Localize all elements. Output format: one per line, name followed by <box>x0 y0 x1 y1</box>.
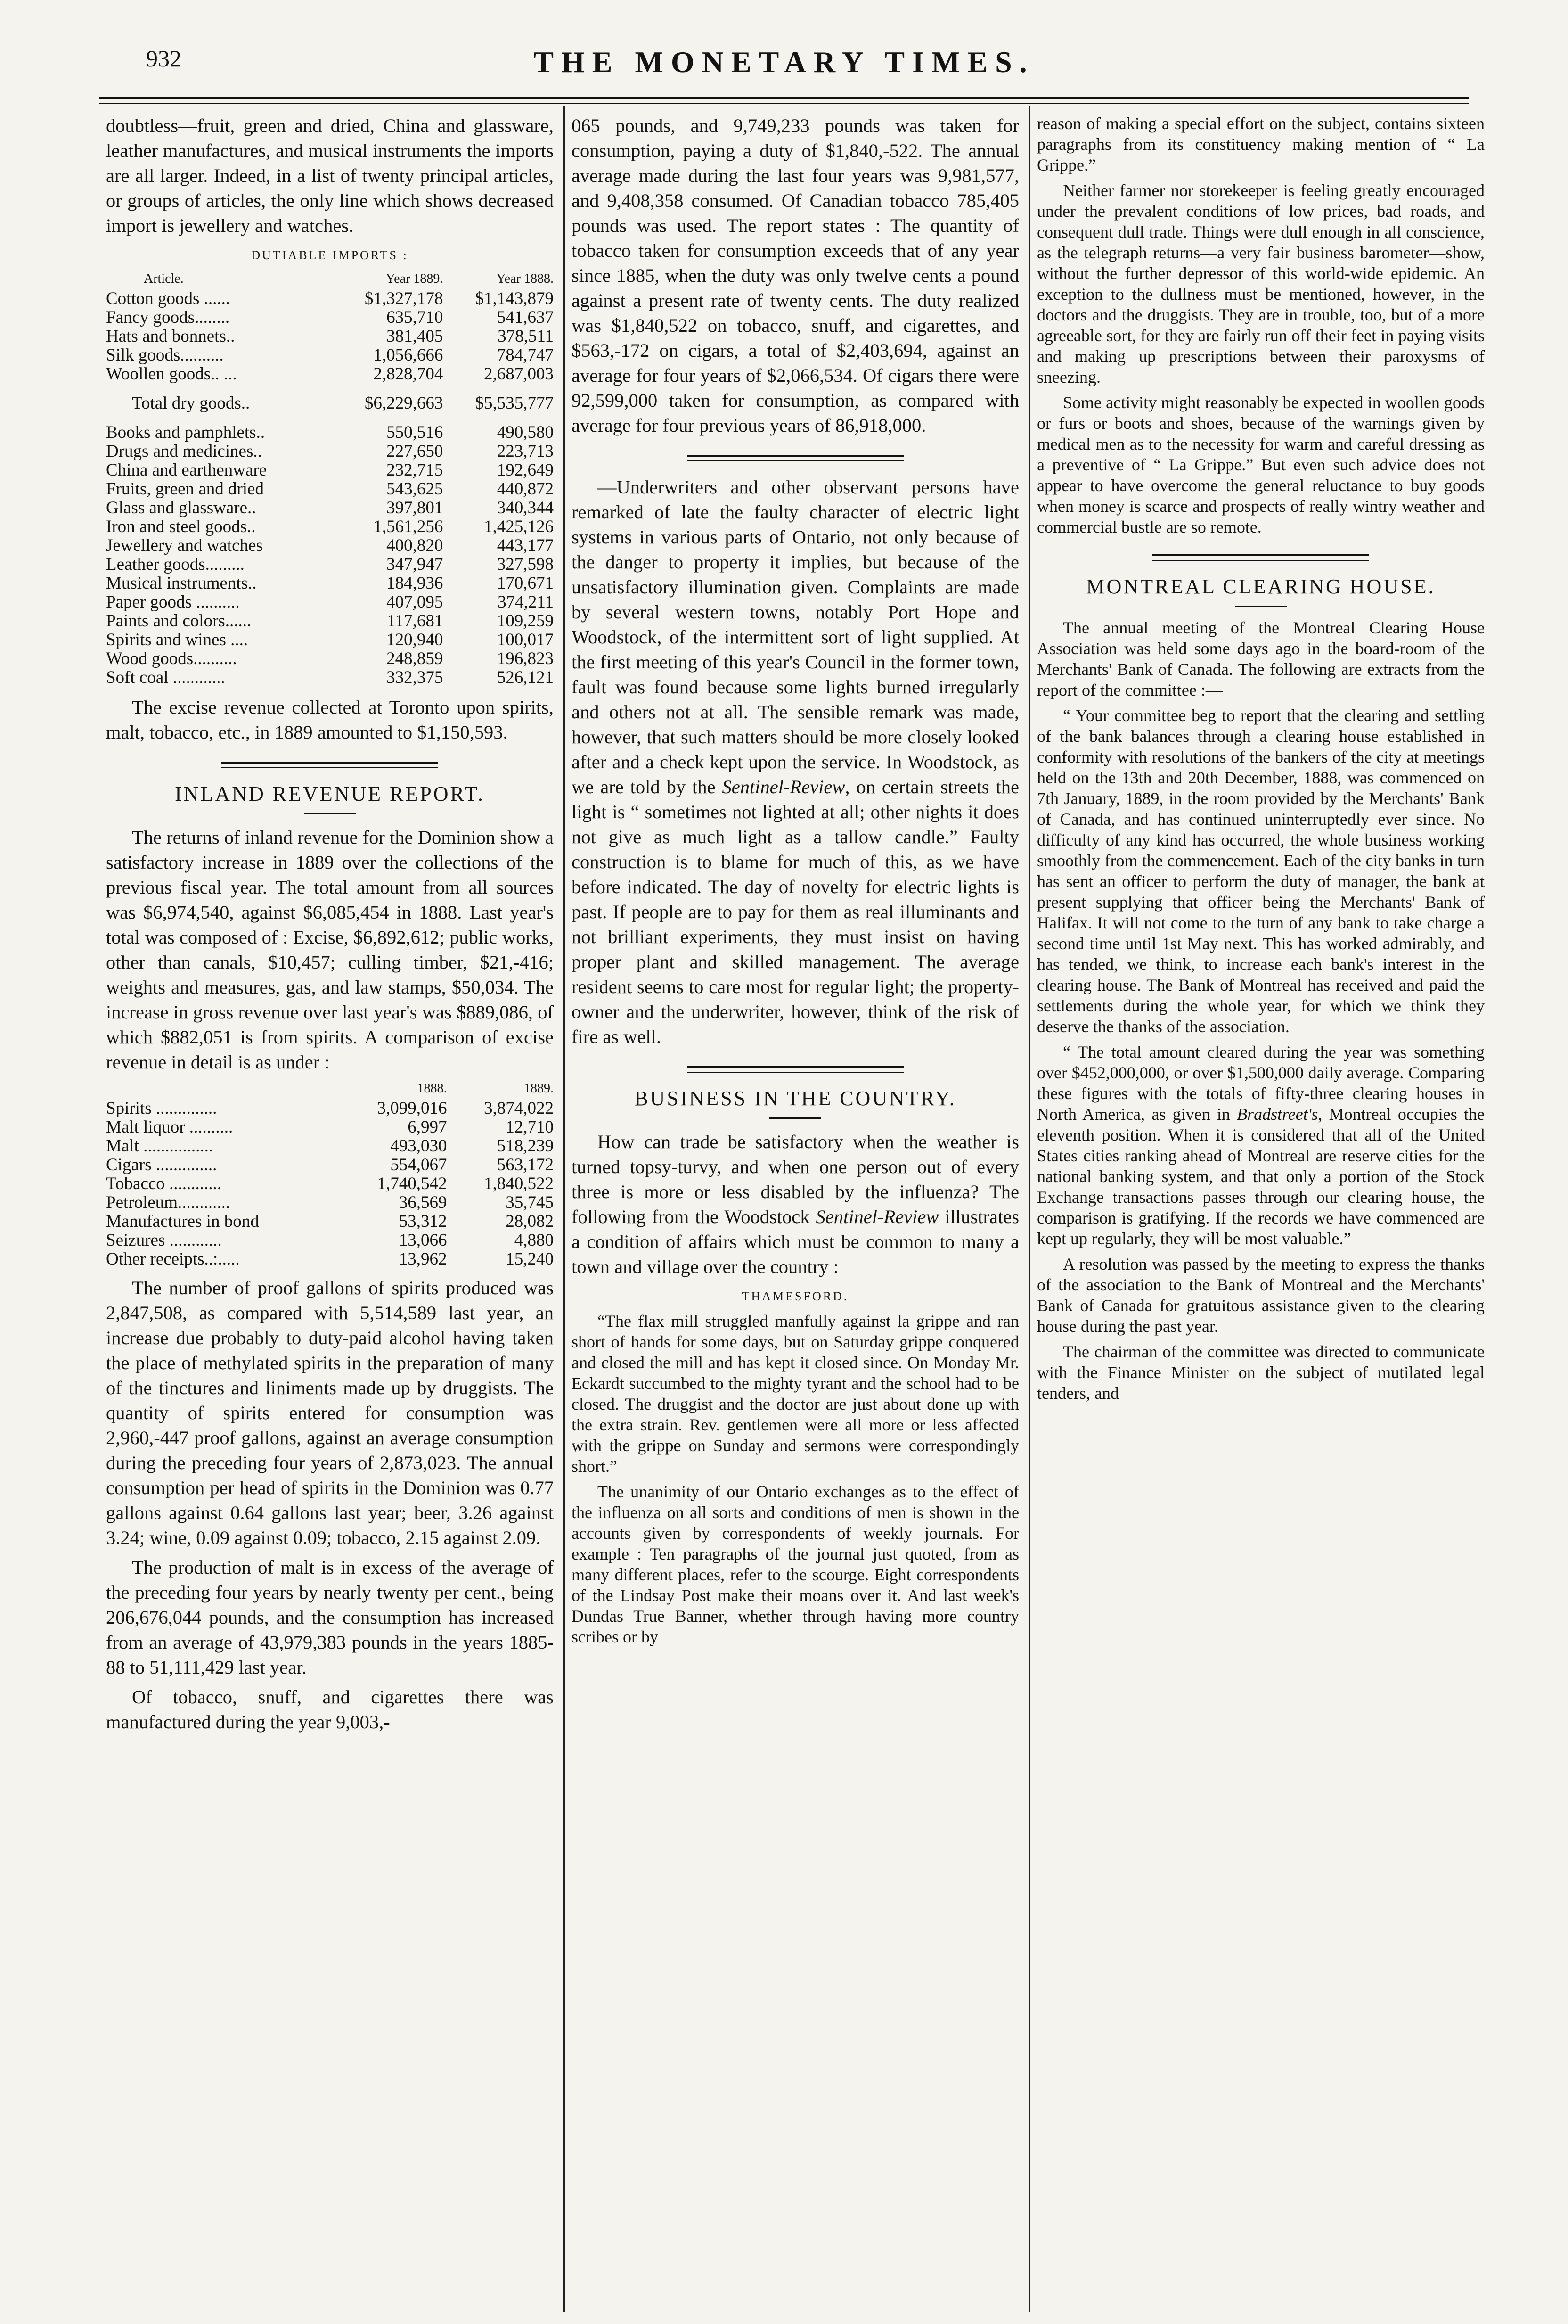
header-rule <box>99 97 1469 99</box>
row-value-1889: 1,056,666 <box>373 345 443 365</box>
column-1 <box>106 113 554 1739</box>
row-value-1888: 374,211 <box>498 592 554 612</box>
table-row <box>106 423 554 442</box>
masthead: THE MONETARY TIMES. <box>533 45 1035 79</box>
row-value-1888: 223,713 <box>497 442 554 461</box>
heading-rule <box>769 1117 821 1119</box>
row-label: China and earthenware <box>106 460 267 480</box>
row-value-1888: 13,962 <box>399 1249 447 1269</box>
column-3 <box>1037 113 1485 1408</box>
table-row <box>106 346 554 365</box>
column-divider <box>1029 106 1030 2312</box>
section-separator <box>221 762 438 768</box>
row-value-1889: 35,745 <box>506 1193 554 1212</box>
table-row <box>106 631 554 649</box>
heading-rule <box>1235 606 1287 607</box>
column-divider <box>564 106 565 2312</box>
row-value-1889: 15,240 <box>506 1249 554 1269</box>
row-value-1889: 347,947 <box>386 555 443 574</box>
row-value-1888: 1,740,542 <box>377 1174 447 1193</box>
row-label: Total dry goods.. <box>132 394 250 413</box>
table-row <box>106 1137 554 1156</box>
table-row <box>106 1231 554 1250</box>
table-row <box>106 308 554 327</box>
table-row <box>106 1118 554 1137</box>
row-value-1889: 227,650 <box>386 442 443 461</box>
row-label: Seizures ............ <box>106 1231 222 1250</box>
paragraph: reason of making a special effort on the subject, contains sixteen paragraphs from its constituency making mention of “ La Grippe.” <box>1037 114 1485 174</box>
row-value-1889: 635,710 <box>386 308 443 327</box>
paragraph: How can trade be satisfactory when the weather is turned topsy-turvy, and when one person out of every three is more or less disabled by the influenza? The following from the Woodstock Sentinel-Review illustrates a condition of affairs which must be common to many a town and village over the country : <box>572 1131 1019 1277</box>
row-label: Petroleum............ <box>106 1193 230 1212</box>
column-2 <box>572 113 1019 1652</box>
row-label: Leather goods......... <box>106 555 245 574</box>
row-label: Iron and steel goods.. <box>106 517 256 536</box>
row-value-1889: 2,828,704 <box>373 364 443 384</box>
publication-name: Sentinel-Review <box>722 776 845 797</box>
paragraph: The chairman of the committee was directed to communicate with the Finance Minister on the subject of mutilated legal tenders, and <box>1037 1342 1485 1403</box>
quoted-paragraph: “ The total amount cleared during the year was something over $452,000,000, or over $1,500,000 daily average. Comparing these figures with the totals of fifty-three clearing houses in North America, as given in Bradstreet's, Montreal occupies the eleventh position. When it is considered that all of the United States cities ranking ahead of Montreal are reserve cities for the national banking system, and that only a portion of the Stock Exchange transactions passes through our clearing house, the comparison is gratifying. If the records we have commenced are kept up regularly, they will be most valuable.” <box>1037 1043 1485 1248</box>
paragraph: The production of malt is in excess of the average of the preceding four years by nearly twenty per cent., being 206,676,044 pounds, and the consumption has increased from an average of 43,979,383 pounds in the years 1885-88 to 51,111,429 last year. <box>106 1557 554 1678</box>
row-value-1888: 490,580 <box>497 423 554 442</box>
table-row <box>106 327 554 346</box>
row-value-1889: 550,516 <box>386 423 443 442</box>
table-row-total <box>106 394 554 413</box>
row-label: Drugs and medicines.. <box>106 442 262 461</box>
row-value-1889: 12,710 <box>506 1117 554 1137</box>
row-label: Woollen goods.. ... <box>106 364 237 384</box>
row-value-1888: 493,030 <box>390 1136 447 1156</box>
row-value-1888: 541,637 <box>497 308 554 327</box>
row-value-1889: 400,820 <box>386 536 443 555</box>
table-row <box>106 536 554 555</box>
row-value-1889: 1,840,522 <box>484 1174 554 1193</box>
paragraph: doubtless—fruit, green and dried, China and glassware, leather manufactures, and musical instruments the imports are all larger. Indeed, in a list of twenty principal articles, or groups of articles, the only line which shows decreased import is jewellery and watches. <box>106 115 554 236</box>
row-value-1888: 784,747 <box>497 345 554 365</box>
row-value-1888: 196,823 <box>497 649 554 668</box>
row-label: Fruits, green and dried <box>106 479 264 499</box>
row-label: Silk goods.......... <box>106 345 224 365</box>
row-value-1888: 100,017 <box>497 630 554 649</box>
row-label: Glass and glassware.. <box>106 498 256 517</box>
row-value-1888: 53,312 <box>399 1212 447 1231</box>
heading-business-country: BUSINESS IN THE COUNTRY. <box>634 1087 956 1110</box>
row-value-1889: $1,327,178 <box>364 289 443 308</box>
dateline: THAMESFORD. <box>742 1289 849 1303</box>
heading-inland-revenue: INLAND REVENUE REPORT. <box>175 782 485 805</box>
paragraph: Some activity might reasonably be expected in woollen goods or furs or boots and shoes, because of the warnings given by medical men as to the necessity for warm and careful dressing as a preventive of “ La Grippe.” But even such advice does not appear to have overcome the general reluctance to buy goods when money is scarce and prospects of really wintry weather and commercial bustle are so remote. <box>1037 393 1485 536</box>
heading-montreal-clearing: MONTREAL CLEARING HOUSE. <box>1086 575 1436 598</box>
excise-revenue-table <box>106 1079 554 1269</box>
row-label: Fancy goods........ <box>106 308 230 327</box>
quoted-paragraph: “ Your committee beg to report that the clearing and settling of the bank balances through a clearing house established in conformity with resolutions of the bankers of the city at meetings held on the 13th and 20th December, 1888, was commenced on 7th January, 1889, in the room provided by the Merchants' Bank of Canada, and has continued uninterruptedly ever since. No difficulty of any kind has occurred, the whole business working smoothly from the commencement. Each of the city banks in turn has sent an officer to perform the duty of manager, the bank at present supplying that officer being the Merchants' Bank of Halifax. It will not come to the turn of any bank to take charge a second time until 1st May next. This has worked admirably, and has tended, we think, to increase each bank's interest in the clearing house. The Bank of Montreal has received and paid the settlements during the whole year, for which we think they deserve the thanks of the association. <box>1037 706 1485 1036</box>
row-label: Cigars .............. <box>106 1155 217 1174</box>
table-row <box>106 1099 554 1118</box>
row-value-1888: 378,511 <box>498 327 554 346</box>
heading-rule <box>304 813 356 814</box>
section-separator <box>687 1066 904 1073</box>
row-label: Cotton goods ...... <box>106 289 230 308</box>
paragraph: The annual meeting of the Montreal Clearing House Association was held some days ago in the board-room of the Merchants' Bank of Canada. The following are extracts from the report of the committee :— <box>1037 618 1485 699</box>
paragraph: Neither farmer nor storekeeper is feeling greatly encouraged under the prevalent conditions of low prices, bad roads, and consequent dull trade. Things were dull enough in all conscience, as the telegraph returns—a very fair business barometer—show, without the further depressor of this world-wide epidemic. An exception to the dullness must be mentioned, however, in the doctors and the druggists. They are in trouble, too, but of a more agreeable sort, for they are fairly run off their feet in paying visits and making up prescriptions between their paroxysms of sneezing. <box>1037 181 1485 386</box>
row-label: Spirits and wines .... <box>106 630 248 649</box>
table-row <box>106 555 554 574</box>
dutiable-imports-table <box>106 270 554 687</box>
row-value-1889: $6,229,663 <box>364 394 443 413</box>
table-row <box>106 1193 554 1212</box>
row-value-1889: 381,405 <box>386 327 443 346</box>
paragraph: A resolution was passed by the meeting to express the thanks of the association to the Bank of Montreal and the Merchants' Bank of Canada for gratuitous assistance given to the clearing house during the past year. <box>1037 1255 1485 1336</box>
row-value-1888: 170,671 <box>497 574 554 593</box>
row-label: Malt liquor .......... <box>106 1117 233 1137</box>
row-value-1888: 1,425,126 <box>484 517 554 536</box>
table-row <box>106 517 554 536</box>
paragraph: Of tobacco, snuff, and cigarettes there was manufactured during the year 9,003,- <box>106 1686 554 1733</box>
row-value-1888: 327,598 <box>497 555 554 574</box>
row-label: Soft coal ............ <box>106 668 225 687</box>
row-value-1889: 117,681 <box>387 611 443 631</box>
row-value-1888: 36,569 <box>399 1193 447 1212</box>
publication-name: Bradstreet's <box>1237 1105 1318 1124</box>
row-value-1889: 28,082 <box>506 1212 554 1231</box>
row-value-1889: 248,859 <box>386 649 443 668</box>
row-value-1889: 3,874,022 <box>484 1099 554 1118</box>
row-label: Jewellery and watches <box>106 536 263 555</box>
row-value-1888: 443,177 <box>497 536 554 555</box>
row-value-1888: 340,344 <box>497 498 554 517</box>
row-value-1889: 563,172 <box>497 1155 554 1174</box>
table-row <box>106 593 554 612</box>
table-header-1888: 1888. <box>417 1081 447 1096</box>
table-row <box>106 1250 554 1269</box>
row-value-1889: 184,936 <box>386 574 443 593</box>
row-label: Wood goods.......... <box>106 649 237 668</box>
table-row <box>106 289 554 308</box>
row-label: Manufactures in bond <box>106 1212 259 1231</box>
row-value-1889: 407,095 <box>386 592 443 612</box>
quoted-paragraph: “The flax mill struggled manfully against la grippe and ran short of hands for some days, but on Saturday grippe conquered and closed the mill and has kept it closed since. On Monday Mr. Eckardt succumbed to the mighty tyrant and the school had to be closed. The druggist and the doctor are just about done up with the extra strain. Rev. gentlemen were all more or less affected with the grippe on Sunday and sermons were correspondingly short.” <box>572 1312 1019 1476</box>
table-row <box>106 480 554 499</box>
section-separator <box>1152 554 1369 561</box>
table-row <box>106 668 554 687</box>
header-rule-thin <box>99 103 1469 104</box>
paragraph: —Underwriters and other observant persons have remarked of late the faulty character of electric light systems in various parts of Ontario, not only because of the danger to property it implies, but because of the unsatisfactory illumination given. Complaints are made by several western towns, notably Port Hope and Woodstock, of the intermittent sort of light supplied. At the first meeting of this year's Council in the former town, fault was found because some lights burned irregularly and others not at all. The sensible remark was made, however, that such matters should be more closely looked after and a check kept upon the service. In Woodstock, as we are told by the Sentinel-Review, on certain streets the light is “ sometimes not lighted at all; other nights it does not give as much light as a tallow candle.” Faulty construction is to blame for much of this, as we have before indicated. The day of novelty for electric lights is past. If people are to pay for them as real illuminants and not brilliant experiments, they must insist on having proper plant and skilled management. The average resident seems to care most for regular light; the property-owner and the underwriter, however, think of the risk of fire as well. <box>572 476 1019 1047</box>
paragraph: The unanimity of our Ontario exchanges as to the effect of the influenza on all sorts and conditions of men is shown in the accounts given by correspondents of weekly journals. For example : Ten paragraphs of the journal just quoted, from as many different places, refer to the scourge. Eight correspondents of the Lindsay Post make their moans over it. And last week's Dundas True Banner, whether through having more country scribes or by <box>572 1482 1019 1646</box>
paragraph: 065 pounds, and 9,749,233 pounds was taken for consumption, paying a duty of $1,840,-522. The annual average made during the last four years was 9,981,577, and 9,408,358 consumed. Of Canadian tobacco 785,405 pounds was used. The report states : The quantity of tobacco taken for consumption exceeds that of any year since 1885, when the duty was only twelve cents a pound against a present rate of twenty cents. The duty realized was $1,840,522 on tobacco, snuff, and cigarettes, and $563,-172 on cigars, a total of $2,403,694, against an average for four years of $2,066,534. Of cigars there were 92,599,000 taken for consumption, as compared with average for four previous years of 86,918,000. <box>572 115 1019 436</box>
row-value-1888: 6,997 <box>408 1117 447 1137</box>
row-value-1888: 109,259 <box>497 611 554 631</box>
row-label: Tobacco ............ <box>106 1174 222 1193</box>
row-value-1889: 4,880 <box>514 1231 554 1250</box>
row-value-1889: 120,940 <box>386 630 443 649</box>
row-value-1889: 332,375 <box>386 668 443 687</box>
row-value-1888: 3,099,016 <box>377 1099 447 1118</box>
row-label: Hats and bonnets.. <box>106 327 235 346</box>
table-row <box>106 1212 554 1231</box>
table-row <box>106 442 554 461</box>
row-label: Paper goods .......... <box>106 592 240 612</box>
row-value-1889: 543,625 <box>386 479 443 499</box>
section-separator <box>687 455 904 461</box>
row-label: Books and pamphlets.. <box>106 423 265 442</box>
paragraph: The number of proof gallons of spirits produced was 2,847,508, as compared with 5,514,589 last year, an increase due probably to duty-paid alcohol having taken the place of methylated spirits in the preparation of many of the tinctures and liniments made up by druggists. The quantity of spirits entered for consumption was 2,960,-447 proof gallons, against an average consumption during the preceding four years of 2,873,023. The annual consumption per head of spirits in the Dominion was 0.77 gallons against 0.64 gallons last year; beer, 3.26 against 3.24; wine, 0.09 against 0.09; tobacco, 2.15 against 2.09. <box>106 1277 554 1548</box>
page-number: 932 <box>146 45 181 72</box>
table-row <box>106 1174 554 1193</box>
row-value-1889: 397,801 <box>386 498 443 517</box>
row-value-1888: 440,872 <box>497 479 554 499</box>
row-value-1888: 13,066 <box>399 1231 447 1250</box>
row-value-1889: 232,715 <box>386 460 443 480</box>
page-header <box>99 45 1469 87</box>
row-label: Paints and colors...... <box>106 611 252 631</box>
publication-name: Sentinel-Review <box>816 1206 939 1227</box>
row-value-1888: 2,687,003 <box>484 364 554 384</box>
table-row <box>106 649 554 668</box>
table-row <box>106 612 554 631</box>
row-value-1888: 554,067 <box>390 1155 447 1174</box>
paragraph: The excise revenue collected at Toronto upon spirits, malt, tobacco, etc., in 1889 amounted to $1,150,593. <box>106 697 554 743</box>
paragraph: The returns of inland revenue for the Dominion show a satisfactory increase in 1889 over the collections of the previous fiscal year. The total amount from all sources was $6,974,540, against $6,085,454 in 1888. Last year's total was composed of : Excise, $6,892,612; public works, other than canals, $10,457; culling timber, $21,-416; weights and measures, gas, and law stamps, $50,034. The increase in gross revenue over last year's was $889,086, of which $882,051 is from spirits. A comparison of excise revenue in detail is as under : <box>106 827 554 1073</box>
row-label: Musical instruments.. <box>106 574 257 593</box>
row-label: Malt ................ <box>106 1136 213 1156</box>
table-row <box>106 1156 554 1174</box>
row-value-1888: $5,535,777 <box>475 394 554 413</box>
row-label: Other receipts..:..... <box>106 1249 240 1269</box>
row-value-1888: $1,143,879 <box>475 289 554 308</box>
row-value-1888: 192,649 <box>497 460 554 480</box>
table-header-article: Article. <box>144 271 184 286</box>
table-header-1889: 1889. <box>524 1081 554 1096</box>
table-header-1889: Year 1889. <box>385 271 443 286</box>
table-caption: DUTIABLE IMPORTS : <box>251 248 408 262</box>
table-row <box>106 574 554 593</box>
row-label: Spirits .............. <box>106 1099 217 1118</box>
row-value-1888: 526,121 <box>497 668 554 687</box>
row-value-1889: 518,239 <box>497 1136 554 1156</box>
row-value-1889: 1,561,256 <box>373 517 443 536</box>
table-header-1888: Year 1888. <box>496 271 554 286</box>
table-row <box>106 461 554 480</box>
table-row <box>106 365 554 384</box>
table-row <box>106 499 554 517</box>
